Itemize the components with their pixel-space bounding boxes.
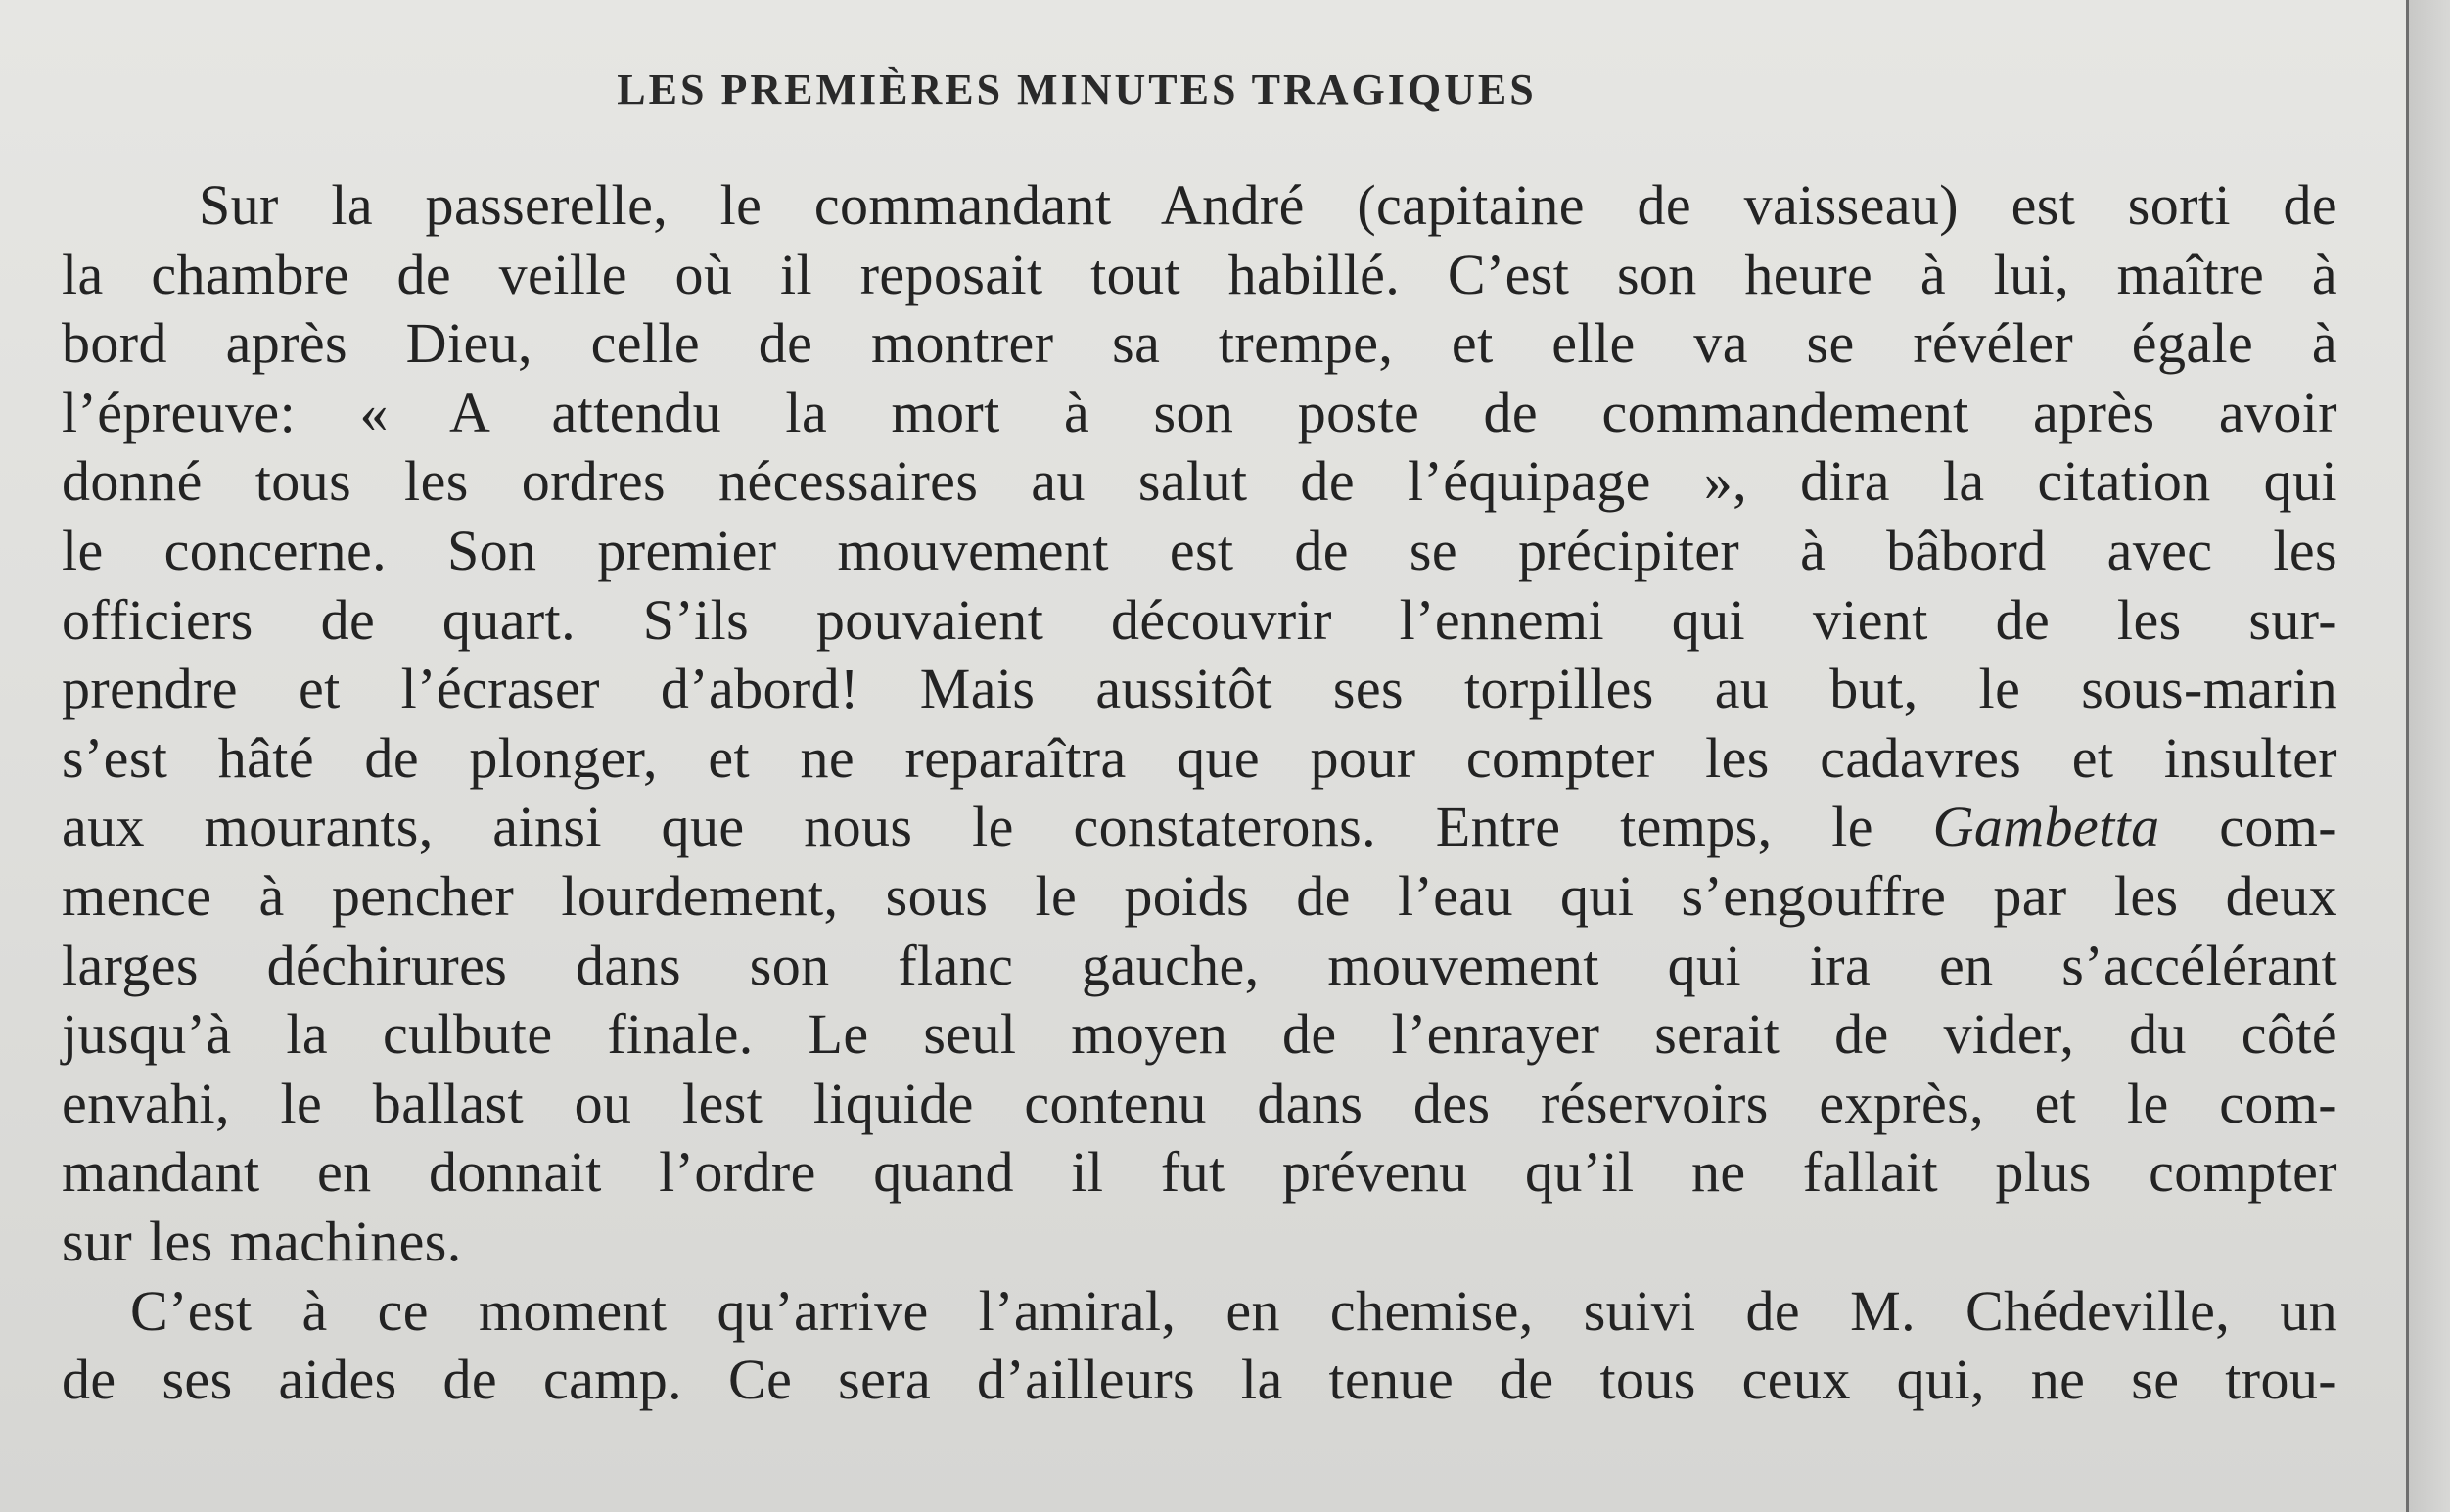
- text-segment: com-: [2159, 795, 2338, 859]
- text-line: larges déchirures dans son flanc gauche, mouvement qui ira en s’accélérant: [62, 933, 2337, 997]
- text-line: prendre et l’écraser d’abord! Mais aussitôt ses torpilles au but, le sous-marin: [62, 657, 2337, 721]
- ship-name: Gambetta: [1932, 795, 2160, 859]
- text-line: C’est à ce moment qu’arrive l’amiral, en chemise, suivi de M. Chédeville, un: [130, 1278, 2337, 1343]
- text-line: jusqu’à la culbute finale. Le seul moyen de l’enrayer serait de vider, du côté: [62, 1002, 2337, 1067]
- body-text: [62, 171, 2338, 1415]
- text-line: mandant en donnait l’ordre quand il fut prévenu qu’il ne fallait plus compter: [62, 1140, 2337, 1205]
- text-line: sur les machines.: [62, 1209, 462, 1273]
- text-line: la chambre de veille où il reposait tout habillé. C’est son heure à lui, maître à: [62, 242, 2337, 306]
- text-line: l’épreuve: « A attendu la mort à son poste de commandement après avoir: [62, 380, 2337, 444]
- text-line: envahi, le ballast ou lest liquide contenu dans des réservoirs exprès, et le com-: [62, 1071, 2337, 1135]
- text-line: Sur la passerelle, le commandant André (capitaine de vaisseau) est sorti de: [199, 173, 2337, 237]
- text-line: s’est hâté de plonger, et ne reparaîtra que pour compter les cadavres et insulter: [62, 725, 2337, 790]
- text-line: de ses aides de camp. Ce sera d’ailleurs la tenue de tous ceux qui, ne se trou-: [62, 1348, 2337, 1412]
- text-line: donné tous les ordres nécessaires au salut de l’équipage », dira la citation qui: [62, 449, 2337, 514]
- text-line: le concerne. Son premier mouvement est de se précipiter à bâbord avec les: [62, 518, 2337, 582]
- facing-page-margin: [2409, 0, 2450, 1512]
- text-line: mence à pencher lourdement, sous le poids de l’eau qui s’engouffre par les deux: [62, 863, 2337, 928]
- text-line: officiers de quart. S’ils pouvaient découvrir l’ennemi qui vient de les sur-: [62, 587, 2337, 652]
- text-segment: aux mourants, ainsi que nous le constaterons. Entre temps, le: [62, 795, 1933, 859]
- text-line-with-ship-name: [62, 793, 2337, 862]
- running-head: LES PREMIÈRES MINUTES TRAGIQUES: [617, 66, 1537, 114]
- text-line: bord après Dieu, celle de montrer sa trempe, et elle va se révéler égale à: [62, 311, 2337, 376]
